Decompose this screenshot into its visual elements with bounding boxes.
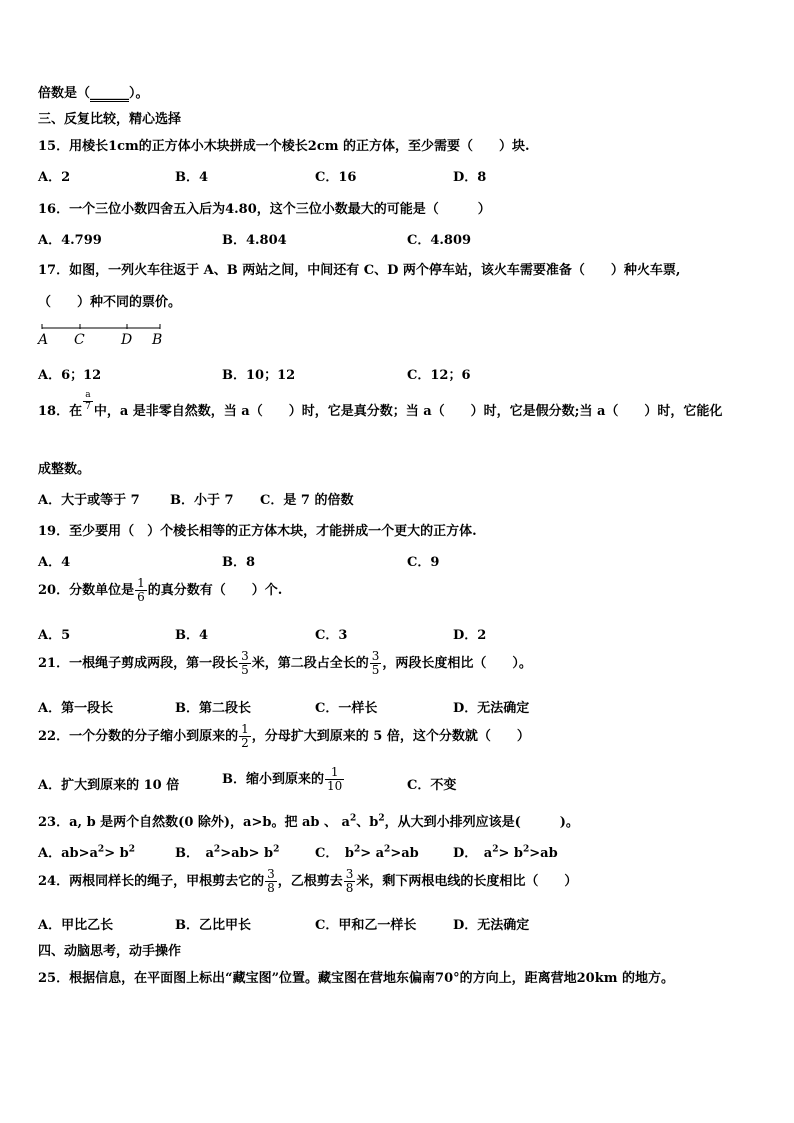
q24-option-a[interactable]: A．甲比乙长: [38, 918, 114, 933]
q21-option-b[interactable]: B．第二段长: [175, 701, 251, 716]
q20-option-c[interactable]: C．3: [315, 628, 348, 643]
q15-stem: 15．用棱长1cm的正方体小木块拼成一个棱长2cm 的正方体，至少需要（ ）块.: [38, 139, 530, 154]
fraction-1-over-10: $\frac{1}{10}$: [327, 765, 343, 793]
q19-stem: 19．至少要用（ ）个棱长相等的正方体木块，才能拼成一个更大的正方体.: [38, 524, 477, 539]
station-label-b: B: [152, 332, 163, 348]
station-line: [40, 321, 170, 349]
q17-option-c[interactable]: C．12；6: [407, 368, 471, 383]
q23-option-c[interactable]: C． $b^2> a^2>ab$: [315, 844, 419, 861]
q18-option-b[interactable]: B．小于 7: [170, 493, 234, 508]
q16-option-a[interactable]: A．4.799: [38, 233, 102, 248]
section-4-heading: 四、动脑思考，动手操作: [38, 944, 182, 959]
q19-option-c[interactable]: C．9: [407, 555, 440, 570]
q16-stem: 16．一个三位小数四舍五入后为4.80，这个三位小数最大的可能是（ ）: [38, 202, 491, 217]
q18-option-c[interactable]: C．是 7 的倍数: [260, 493, 354, 508]
q17-stem-2: （ ）种不同的票价。: [38, 295, 182, 310]
q22-option-a[interactable]: A．扩大到原来的 10 倍: [38, 778, 180, 793]
q21-stem: 21．一根绳子剪成两段，第一段长 $\frac{3}{5}$ 米，第二段占全长的 $\frac{3}{5}$ ，两段长度相比（ ）。: [38, 649, 532, 677]
q20-option-d[interactable]: D．2: [453, 628, 487, 643]
q20-option-b[interactable]: B．4: [175, 628, 209, 643]
q21-option-a[interactable]: A．第一段长: [38, 701, 114, 716]
q22-option-c[interactable]: C．不变: [407, 778, 457, 793]
q16-option-c[interactable]: C．4.809: [407, 233, 472, 248]
q23-stem: 23．a, b 是两个自然数(0 除外)，a>b。把 ab 、 $a^2$、$b^2$，从大到小排列应该是( )。: [38, 813, 579, 830]
fraction-a-over-7: $\frac{a}{7}$: [85, 390, 91, 412]
q22-option-b[interactable]: B．缩小到原来的 $\frac{1}{10}$: [222, 765, 343, 793]
station-label-d: D: [121, 332, 133, 348]
q23-option-a[interactable]: A．$ab>a^2> b^2$: [38, 844, 135, 861]
q17-option-a[interactable]: A．6；12: [38, 368, 102, 383]
q24-stem: 24．两根同样长的绳子，甲根剪去它的 $\frac{3}{8}$ ，乙根剪去 $\frac{3}{8}$ 米，剩下两根电线的长度相比（ ）: [38, 867, 578, 895]
q20-stem: 20．分数单位是 $\frac{1}{6}$ 的真分数有（ ）个.: [38, 576, 283, 604]
station-label-a: A: [38, 332, 49, 348]
q18-stem-2: 成整数。: [38, 462, 91, 477]
q23-option-d[interactable]: D． $a^2> b^2>ab$: [453, 844, 558, 861]
q15-option-a[interactable]: A．2: [38, 170, 71, 185]
fraction-3-over-5: $\frac{3}{5}$: [371, 649, 380, 677]
fraction-1-over-6: $\frac{1}{6}$: [137, 576, 145, 604]
q14-tail: 倍数是（______）。: [38, 86, 149, 101]
q24-option-c[interactable]: C．甲和乙一样长: [315, 918, 417, 933]
q15-option-c[interactable]: C．16: [315, 170, 357, 185]
q25-stem: 25．根据信息，在平面图上标出“藏宝图”位置。藏宝图在营地东偏南70°的方向上，距离营地20km 的地方。: [38, 971, 675, 986]
station-diagram: [40, 321, 170, 349]
q20-option-a[interactable]: A．5: [38, 628, 71, 643]
fraction-3-over-8: $\frac{3}{8}$: [267, 867, 275, 895]
section-3-heading: 三、反复比较，精心选择: [38, 112, 182, 127]
q22-stem: 22．一个分数的分子缩小到原来的 $\frac{1}{2}$ ，分母扩大到原来的 5 倍，这个分数就（ ）: [38, 722, 530, 750]
q17-stem: 17．如图，一列火车往返于 A、B 两站之间，中间还有 C、D 两个停车站，该火车需要准备（ ）种火车票,: [38, 263, 681, 278]
fraction-3-over-5: $\frac{3}{5}$: [241, 649, 249, 677]
q17-option-b[interactable]: B．10；12: [222, 368, 296, 383]
q23-option-b[interactable]: B． $a^2>ab> b^2$: [175, 844, 280, 861]
q18-stem: 18．在 $\frac{a}{7}$ 中，a 是非零自然数，当 a（ ）时，它是真分数；当 a（ ）时，它是假分数;当 a（ ）时，它能化: [38, 390, 723, 419]
answer-blank[interactable]: ______: [90, 86, 130, 101]
q15-option-b[interactable]: B．4: [175, 170, 209, 185]
q21-option-c[interactable]: C．一样长: [315, 701, 378, 716]
fraction-1-over-2: $\frac{1}{2}$: [241, 722, 249, 750]
q24-option-b[interactable]: B．乙比甲长: [175, 918, 251, 933]
fraction-3-over-8: $\frac{3}{8}$: [345, 867, 354, 895]
q19-option-a[interactable]: A．4: [38, 555, 71, 570]
q18-option-a[interactable]: A．大于或等于 7: [38, 493, 140, 508]
q16-option-b[interactable]: B．4.804: [222, 233, 287, 248]
q19-option-b[interactable]: B．8: [222, 555, 256, 570]
q15-option-d[interactable]: D．8: [453, 170, 487, 185]
station-label-c: C: [74, 332, 85, 348]
q21-option-d[interactable]: D．无法确定: [453, 701, 530, 716]
q24-option-d[interactable]: D．无法确定: [453, 918, 530, 933]
